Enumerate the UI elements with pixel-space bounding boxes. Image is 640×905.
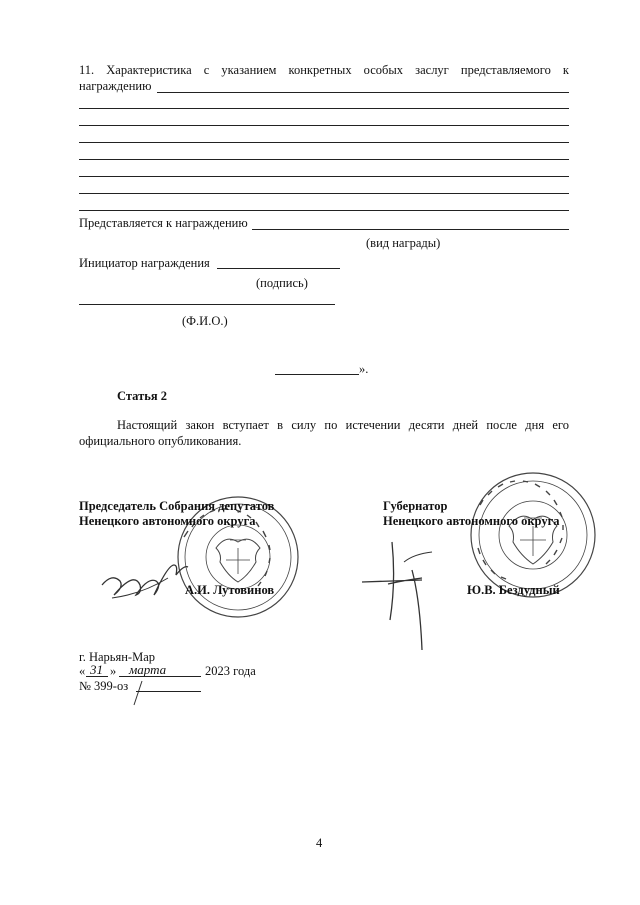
date-open-quote: « (79, 664, 86, 678)
date-day-line (86, 676, 108, 677)
closing-quote: ». (359, 362, 369, 376)
name-caption: (Ф.И.О.) (182, 314, 228, 328)
article-heading: Статья 2 (117, 389, 167, 403)
date-day: 31 (90, 662, 103, 677)
right-signature (362, 542, 422, 650)
right-official-seal (471, 473, 595, 597)
law-number-line (136, 691, 201, 692)
left-signatory-name: А.И. Лутовинов (185, 583, 275, 597)
date-year: 2023 года (205, 664, 256, 678)
left-signature (102, 565, 188, 595)
right-signatory-title-2: Ненецкого автономного округа (383, 514, 560, 528)
signature-caption: (подпись) (256, 276, 308, 290)
date-month-line (119, 676, 201, 677)
left-signatory-title-1: Председатель Собрания депутатов (79, 499, 275, 513)
right-signatory-title-1: Губернатор (383, 499, 448, 513)
article-text-line-2: официального опубликования. (79, 434, 242, 448)
section-11-line-2: награждению (79, 79, 152, 93)
date-month: марта (129, 662, 167, 677)
law-number: № 399-оз (79, 679, 129, 693)
nomination-label: Представляется к награждению (79, 216, 248, 230)
date-close-quote: » (110, 664, 117, 678)
article-text-line-1: Настоящий закон вступает в силу по истечении десяти дней после дня его (117, 418, 569, 432)
initiator-label: Инициатор награждения (79, 256, 210, 270)
left-signatory-title-2: Ненецкого автономного округа (79, 514, 256, 528)
award-type-caption: (вид награды) (366, 236, 441, 250)
city: г. Нарьян-Мар (79, 650, 156, 664)
page-number: 4 (316, 836, 323, 850)
right-signatory-name: Ю.В. Бездудный (467, 583, 560, 597)
section-11-line-1: 11. Характеристика с указанием конкретных особых заслуг представляемого к (79, 63, 569, 77)
